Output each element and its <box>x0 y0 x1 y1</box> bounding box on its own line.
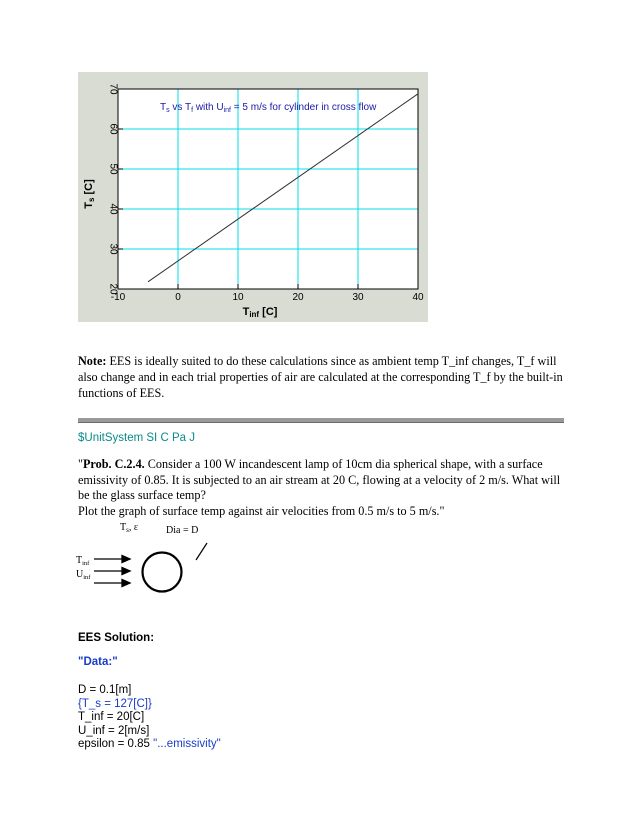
x-axis-label: Tinf [C] <box>242 306 278 319</box>
dia-leader-line <box>196 543 207 560</box>
x-tick-label: -10 <box>110 292 126 303</box>
x-tick-label: 20 <box>292 292 304 303</box>
note-paragraph <box>78 353 568 401</box>
y-tick-label: 20 <box>107 283 119 295</box>
uinf-label: $U_{inf}$ <box>76 569 91 581</box>
problem-plot-line: Plot the graph of surface temp against air velocities from 0.5 m/s to 5 m/s." <box>78 503 445 518</box>
code-line-epsilon: epsilon = 0.85 "...emissivity" <box>78 738 221 750</box>
tinf-label: $T_{inf}$ <box>76 555 90 567</box>
problem-paragraph <box>78 457 568 504</box>
x-tick-label: 30 <box>352 292 364 303</box>
code-line-ts-comment: {T_s = 127[C]} <box>78 697 152 710</box>
code-line-uinf: U_inf = 2[m/s] <box>78 724 150 737</box>
lamp-sphere <box>143 553 182 592</box>
chart <box>78 72 428 322</box>
note-text: EES is ideally suited to do these calculations since as ambient temp T_inf changes, T_f will also change and in each trial properties of air are calculated at the corresponding T_f by the built-in functions of EES. <box>78 354 563 400</box>
airflow-arrows <box>94 556 130 587</box>
dia-label: Dia = D <box>166 525 199 536</box>
y-tick-label: 70 <box>107 83 119 95</box>
lamp-sketch <box>74 516 224 628</box>
y-tick-label: 40 <box>107 203 119 215</box>
unit-system-line: $UnitSystem SI C Pa J <box>78 432 195 444</box>
y-axis-label: Ts [C] <box>83 179 96 209</box>
x-tick-label: 40 <box>412 292 424 303</box>
problem-open-quote: " <box>78 457 83 471</box>
code-line-diameter: D = 0.1[m] <box>78 684 132 696</box>
chart-title: $T_s$ vs $T_f$ with $U_{inf} = 5$ m/s for cylinder in cross flow <box>160 102 377 114</box>
ees-code-block <box>78 684 221 752</box>
y-tick-label: 60 <box>107 123 119 135</box>
x-tick-label: 10 <box>232 292 244 303</box>
ees-solution-heading: EES Solution: <box>78 632 155 644</box>
data-heading: "Data:" <box>78 656 118 668</box>
plot-area <box>118 89 418 289</box>
chart-panel <box>78 72 428 322</box>
problem-label: Prob. C.2.4. <box>82 457 145 471</box>
code-line-tinf: T_inf = 20[C] <box>78 711 145 723</box>
y-tick-label: 30 <box>107 243 119 255</box>
horizontal-rule <box>78 418 564 423</box>
problem-statement <box>78 457 568 519</box>
y-tick-label: 50 <box>107 163 119 175</box>
x-tick-label: 0 <box>175 292 181 303</box>
problem-text: Consider a 100 W incandescent lamp of 10cm dia spherical shape, with a surface emissivity of 0.85. It is subjected to an air stream at 20 C, flowing at a velocity of 2 m/s. What will be the glass surface temp? <box>78 457 561 502</box>
ts-label: $T_s$, ε <box>120 522 139 534</box>
note-label: Note: <box>78 354 107 368</box>
